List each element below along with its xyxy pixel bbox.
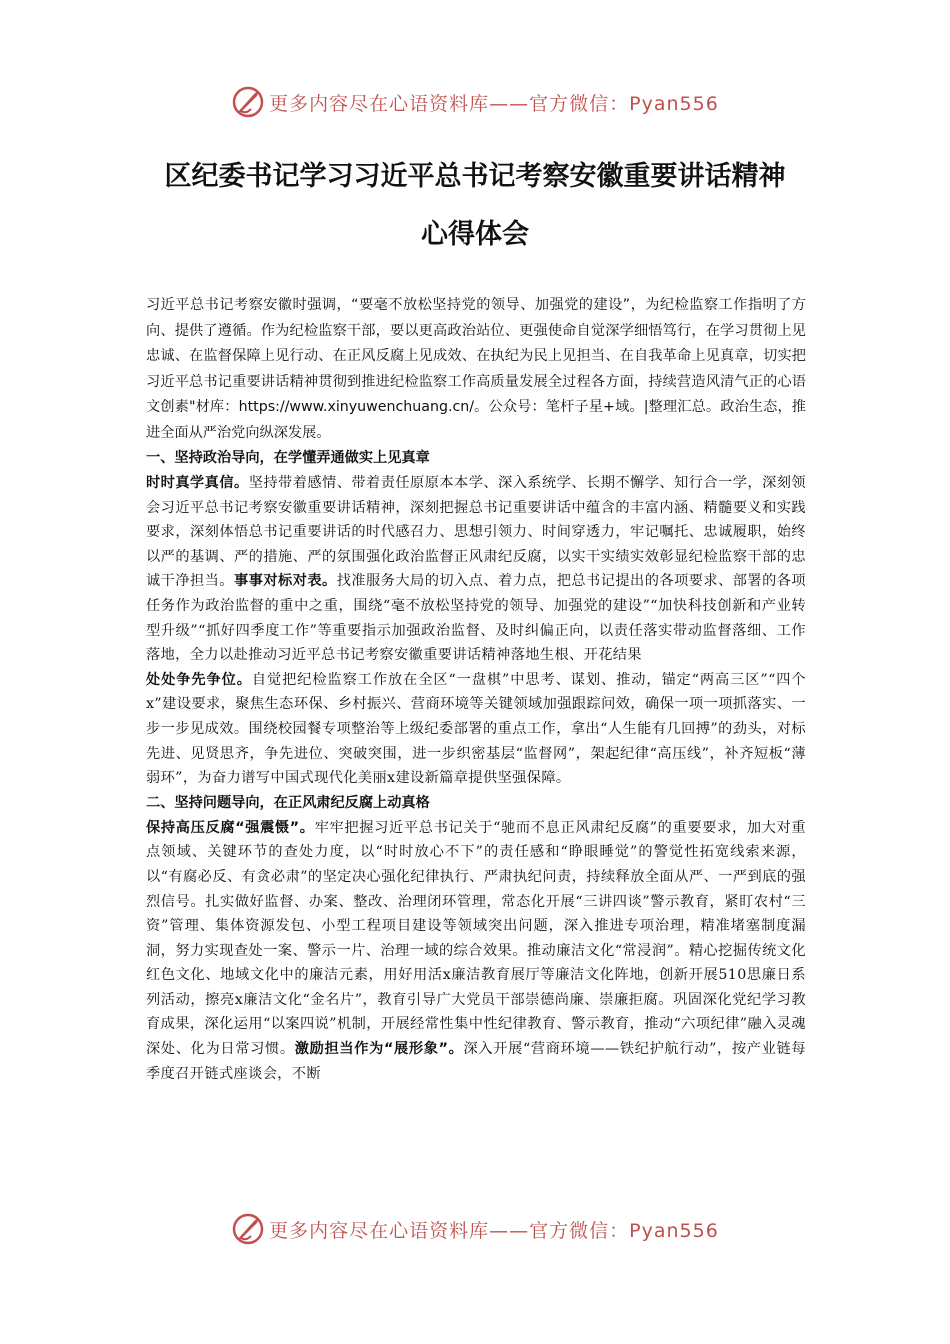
title-line-2: 心得体会: [421, 219, 529, 250]
section-1-lead-3: 处处争先争位。: [146, 671, 252, 688]
section-2-lead-2: 激励担当作为“展形象”。: [294, 1041, 464, 1058]
section-1-text-3: 自觉把纪检监察工作放在全区“一盘棋”中思考、谋划、推动，锚定“两高三区”“四个x”建设要求，聚焦生态环保、乡村振兴、营商环境等关键领域加强跟踪问效，确保一项一项抓落实、一步一步见成效。围绕校园餐专项整治等上级纪委部署的重点工作，拿出“人生能有几回搏”的劲头，对标先进、见贤思齐，争先进位、突破突围，进一步织密基层“监督网”，架起纪律“高压线”，补齐短板“薄弱环”，为奋力谱写中国式现代化美丽x建设新篇章提供坚强保障。: [146, 671, 806, 787]
section-1-text-2: 找准服务大局的切入点、着力点，把总书记提出的各项要求、部署的各项任务作为政治监督的重中之重，围绕“毫不放松坚持党的领导、加强党的建设”“加快科技创新和产业转型升级”“抓好四季度工作”等重要指示加强政治监督、及时纠偏正向，以责任落实带动监督落细、工作落地，全力以赴推动习近平总书记考察安徽重要讲话精神落地生根、开花结果: [146, 573, 806, 664]
section-2-lead-1: 保持高压反腐“强震慑”。: [146, 819, 315, 836]
title-line-1: 区纪委书记学习习近平总书记考察安徽重要讲话精神: [164, 161, 786, 192]
banner-text: 更多内容尽在心语资料库——官方微信：Pyan556: [269, 1219, 719, 1242]
intro-paragraph: 习近平总书记考察安徽时强调，“要毫不放松坚持党的领导、加强党的建设”，为纪检监察工作指明了方向、提供了遵循。作为纪检监察干部，要以更高政治站位、更强使命自觉深学细悟笃行，在学习贯彻上见忠诚、在监督保障上见行动、在正风反腐上见成效、在执纪为民上见担当、在自我革命上见真章，切实把习近平总书记重要讲话精神贯彻到推进纪检监察工作高质量发展全过程各方面，持续营造风清气正的心语文创素"材库：https://www.xinyuwenchuang.cn/。公众号：笔杆子星+域。|整理汇总。政治生态，推进全面从严治党向纵深发展。: [146, 297, 806, 441]
section-1-heading: 一、坚持政治导向，在学懂弄通做实上见真章: [146, 450, 430, 466]
section-1-lead-1: 时时真学真信。: [146, 475, 249, 491]
section-2-text-2: 深入开展“营商环境——铁纪护航行动”，按产业链每季度召开链式座谈会，不断: [146, 1041, 806, 1082]
quill-pen-logo-icon: [231, 1212, 265, 1246]
section-1-lead-2: 事事对标对表。: [234, 573, 337, 590]
section-1-text-1: 坚持带着感情、带着责任原原本本学、深入系统学、长期不懈学、知行合一学，深刻领会习近平总书记考察安徽重要讲话精神，深刻把握总书记重要讲话中蕴含的丰富内涵、精髓要义和实践要求，深刻体悟总书记重要讲话的时代感召力、思想引领力、时间穿透力，牢记嘱托、忠诚履职，始终以严的基调、严的措施、严的氛围强化政治监督正风肃纪反腐，以实干实绩实效彰显纪检监察干部的忠诚干净担当。: [146, 475, 806, 590]
footer-watermark-banner: [0, 1209, 950, 1249]
banner-text: 更多内容尽在心语资料库——官方微信：Pyan556: [269, 92, 719, 115]
section-2-paragraph: [146, 816, 806, 1087]
quill-pen-logo-icon: [231, 85, 265, 119]
section-2-text-1: 牢牢把握习近平总书记关于“驰而不息正风肃纪反腐”的重要要求，加大对重点领域、关键环节的查处力度，以“时时放心不下”的责任感和“睁眼睡觉”的警觉性拓宽线索来源，以“有腐必反、有贪必肃”的坚定决心强化纪律执行、严肃执纪问责，持续释放全面从严、一严到底的强烈信号。扎实做好监督、办案、整改、治理闭环管理，常态化开展“三讲四谈”警示教育，紧盯农村“三资”管理、集体资源发包、小型工程项目建设等领域突出问题，深入推进专项治理，精准堵塞制度漏洞，努力实现查处一案、警示一片、治理一域的综合效果。推动廉洁文化“常浸润”。精心挖掘传统文化红色文化、地域文化中的廉洁元素，用好用活x廉洁教育展厅等廉洁文化阵地，创新开展510思廉日系列活动，擦亮x廉洁文化“金名片”，教育引导广大党员干部崇德尚廉、崇廉拒腐。巩固深化党纪学习教育成果，深化运用“以案四说”机制，开展经常性集中性纪律教育、警示教育，推动“六项纪律”融入灵魂深处、化为日常习惯。: [146, 819, 807, 1058]
section-2-heading: 二、坚持问题导向，在正风肃纪反腐上动真格: [146, 794, 430, 811]
header-watermark-banner: [0, 82, 950, 122]
document-body: [146, 293, 806, 1086]
document-title: [100, 148, 850, 264]
section-1-paragraph: [146, 471, 806, 791]
